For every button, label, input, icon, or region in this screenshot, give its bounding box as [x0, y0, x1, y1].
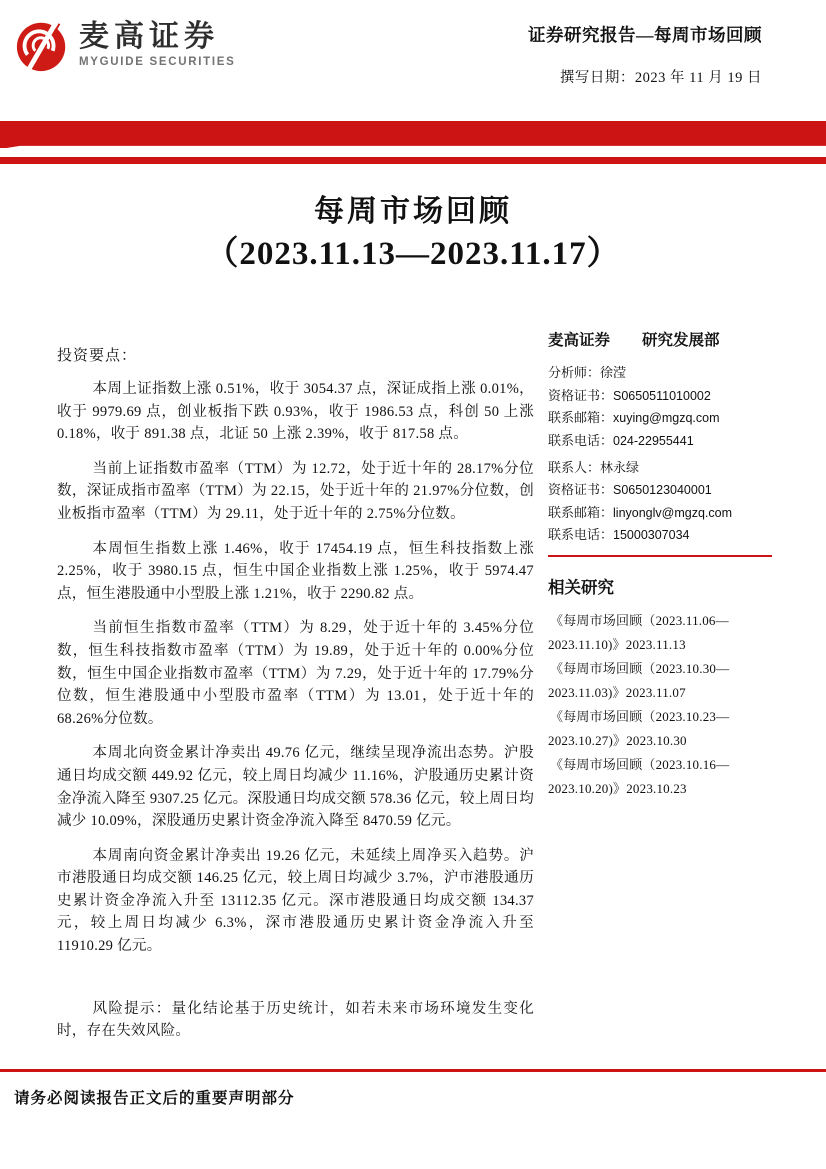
page-title-period: （2023.11.13—2023.11.17）: [205, 236, 621, 272]
analyst-phone: 024-22955441: [613, 433, 694, 448]
header-right: [528, 22, 762, 87]
section-heading: 投资要点：: [57, 348, 138, 364]
paragraph-hk-index-summary: 本周恒生指数上涨 1.46%，收于 17454.19 点，恒生科技指数上涨 2.25%，收于 3980.15 点，恒生中国企业指数上涨 1.25%，收于 5974.47 点，恒生港股通中小型股上涨 1.21%，收于 2290.82 点。: [57, 540, 534, 602]
analyst-block: [548, 366, 777, 448]
footer-rule: [0, 1069, 826, 1072]
related-research-heading: 相关研究: [548, 578, 614, 597]
department-name: 研究发展部: [642, 332, 720, 349]
company-logo: [14, 16, 235, 74]
related-research-item: 《每周市场回顾（2023.11.06—2023.11.10)》2023.11.13: [548, 613, 729, 652]
analyst-cert-label: 资格证书：: [548, 387, 614, 403]
contact-phone-label: 联系电话：: [548, 527, 614, 542]
paragraph-pe-hk: 当前恒生指数市盈率（TTM）为 8.29，处于近十年的 3.45%分位数，恒生科技指数市盈率（TTM）为 19.89，处于近十年的 0.00%分位数，恒生中国企业指数市盈率（TTM）为 7.29，处于近十年的 17.79%分位数，恒生港股通中小型股市盈率（TTM）为 13.01，处于近十年的 68.26%分位数。: [57, 620, 534, 727]
analyst-role-label: 分析师：: [548, 365, 601, 380]
contact-phone: 15000307034: [613, 528, 690, 542]
analyst-name: 徐滢: [600, 365, 627, 380]
analyst-email: xuying@mgzq.com: [613, 411, 720, 425]
contact-name-row: [548, 461, 777, 475]
analyst-cert-number: S0650511010002: [613, 388, 711, 403]
report-date: 撰写日期：2023 年 11 月 19 日: [559, 70, 762, 86]
analyst-name-row: [548, 366, 777, 380]
paragraph-southbound-flows: 本周南向资金累计净卖出 19.26 亿元，未延续上周净买入趋势。沪市港股通日均成交额 146.25 亿元，较上周日均减少 3.7%，沪市港股通历史累计资金净流入升至 13112.35 亿元。深市港股通日均成交额 134.37 元，较上周日均减少 6.3%，深市港股通历史累计资金净流入升至 11910.29 亿元。: [57, 847, 534, 955]
contact-phone-row: [548, 528, 777, 542]
related-research-item: 《每周市场回顾（2023.10.30—2023.11.03)》2023.11.07: [548, 661, 730, 700]
myguide-logo-icon: [14, 16, 72, 74]
related-research-item: 《每周市场回顾（2023.10.23—2023.10.27)》2023.10.30: [548, 709, 730, 748]
brand-name-cn: 麦高证券: [79, 20, 219, 53]
main-content: [57, 344, 534, 1055]
analyst-cert-row: [548, 389, 777, 403]
contact-role-label: 联系人：: [548, 459, 601, 475]
analyst-phone-row: [548, 434, 777, 448]
page-title: 每周市场回顾: [314, 195, 512, 228]
department-heading: [548, 328, 777, 350]
contact-cert-label: 资格证书：: [548, 482, 614, 497]
header-rule-thin: [0, 157, 826, 164]
contact-name: 林永绿: [600, 459, 640, 475]
sidebar-divider: [548, 555, 772, 557]
paragraph-pe-a-share: 当前上证指数市盈率（TTM）为 12.72，处于近十年的 28.17%分位数，深证成指市盈率（TTM）为 22.15，处于近十年的 21.97%分位数，创业板指市盈率（TTM）为 29.11，处于近十年的 2.75%分位数。: [57, 460, 534, 522]
paragraph-risk-warning: 风险提示：量化结论基于历史统计，如若未来市场环境发生变化时，存在失效风险。: [57, 1000, 534, 1040]
brand-name-en: MYGUIDE SECURITIES: [79, 55, 236, 68]
analyst-email-row: [548, 411, 777, 425]
paragraph-index-summary: 本周上证指数上涨 0.51%，收于 3054.37 点，深证成指上涨 0.01%，收于 9979.69 点，创业板指下跌 0.93%，收于 1986.53 点，科创 50 上涨 0.18%，收于 891.38 点，北证 50 上涨 2.39%，收于 817.58 点。: [57, 381, 534, 443]
contact-person-block: [548, 461, 777, 543]
contact-email: linyonglv@mgzq.com: [613, 505, 732, 520]
related-research-item: 《每周市场回顾（2023.10.16—2023.10.20)》2023.10.23: [548, 757, 730, 796]
report-type-label: 证券研究报告—每周市场回顾: [528, 25, 762, 45]
contact-cert-number: S0650123040001: [613, 483, 712, 497]
header-rule-thick: [0, 121, 826, 148]
analyst-phone-label: 联系电话：: [548, 432, 614, 448]
contact-email-row: [548, 506, 777, 520]
paragraph-northbound-flows: 本周北向资金累计净卖出 49.76 亿元，继续呈现净流出态势。沪股通日均成交额 449.92 亿元，较上周日均减少 11.16%，沪股通历史累计资金净流入降至 9307.25 亿元。深股通日均成交额 578.36 亿元，较上周日均减少 10.09%，深股通历史累计资金净流入降至 8470.59 亿元。: [57, 745, 534, 830]
footer-disclaimer: 请务必阅读报告正文后的重要声明部分: [14, 1090, 295, 1107]
analyst-email-label: 联系邮箱：: [548, 410, 614, 425]
department-brand: 麦高证券: [548, 332, 611, 349]
sidebar: [548, 328, 777, 801]
contact-email-label: 联系邮箱：: [548, 504, 614, 520]
contact-cert-row: [548, 483, 777, 497]
